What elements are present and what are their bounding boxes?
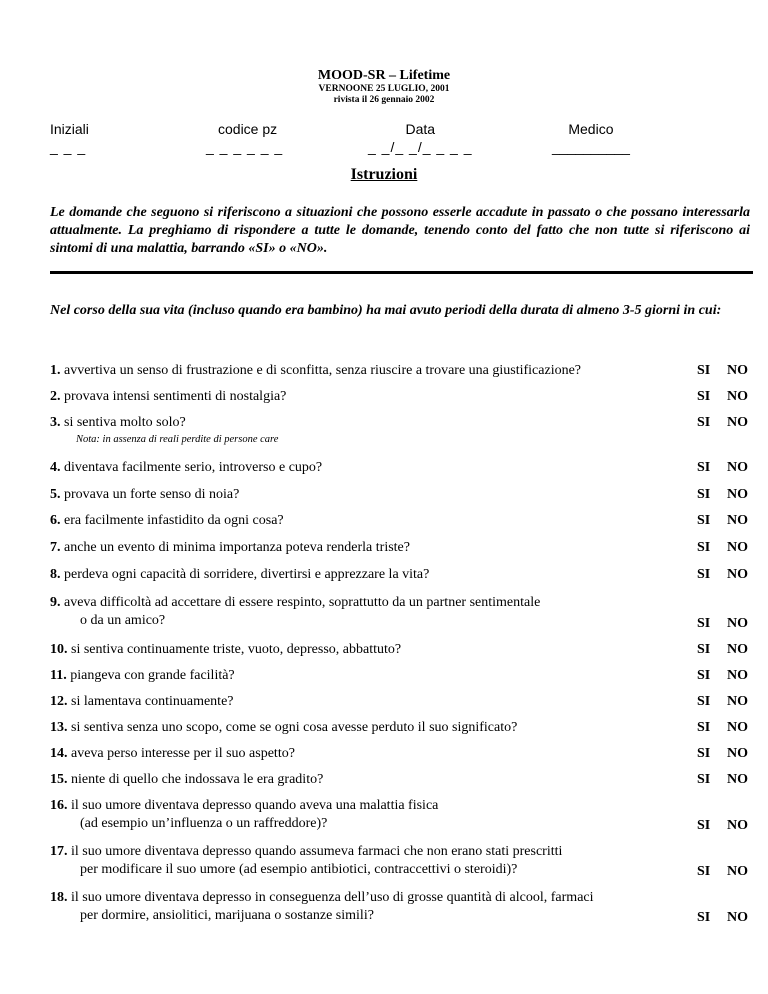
iniziali-label: Iniziali <box>50 121 89 137</box>
question-3-note: Nota: in assenza di reali perdite di persone care <box>76 434 279 445</box>
answer-no-12[interactable]: NO <box>727 694 748 709</box>
codice-field <box>206 120 283 156</box>
question-10: 10. si sentiva continuamente triste, vuoto, depresso, abbattuto? <box>50 642 402 657</box>
medico-label: Medico <box>568 121 614 137</box>
question-13: 13. si sentiva senza uno scopo, come se ogni cosa avesse perduto il suo significato? <box>50 720 518 735</box>
question-17: 17. il suo umore diventava depresso quando assumeva farmaci che non erano stati prescritti per modificare il suo umore (ad esempio antibiotici, contraccettivi o steroidi)? <box>50 844 563 877</box>
answer-no-17[interactable]: NO <box>727 864 748 879</box>
question-15: 15. niente di quello che indossava le era gradito? <box>50 772 324 787</box>
answer-si-8[interactable]: SI <box>697 567 711 582</box>
answer-no-4[interactable]: NO <box>727 460 748 475</box>
question-3: 3. si sentiva molto solo? <box>50 415 186 430</box>
answer-si-16[interactable]: SI <box>697 818 711 833</box>
answer-no-1[interactable]: NO <box>727 363 748 378</box>
question-7: 7. anche un evento di minima importanza poteva renderla triste? <box>50 540 410 555</box>
form-title: MOOD-SR – Lifetime <box>317 68 451 83</box>
answer-si-10[interactable]: SI <box>697 642 711 657</box>
question-12: 12. si lamentava continuamente? <box>50 694 234 709</box>
answer-no-14[interactable]: NO <box>727 746 748 761</box>
iniziali-field <box>50 120 89 156</box>
data-field <box>368 120 473 156</box>
answer-no-3[interactable]: NO <box>727 415 748 430</box>
answer-si-3[interactable]: SI <box>697 415 711 430</box>
question-11: 11. piangeva con grande facilità? <box>50 668 235 683</box>
question-5: 5. provava un forte senso di noia? <box>50 487 240 502</box>
answer-si-7[interactable]: SI <box>697 540 711 555</box>
answer-si-12[interactable]: SI <box>697 694 711 709</box>
divider <box>50 271 753 274</box>
medico-blank[interactable]: __________ <box>552 139 630 155</box>
answer-si-1[interactable]: SI <box>697 363 711 378</box>
question-18: 18. il suo umore diventava depresso in conseguenza dell’uso di grosse quantità di alcool, farmaci per dormire, ansiolitici, marijuana o sostanze simili? <box>50 890 594 923</box>
answer-no-2[interactable]: NO <box>727 389 748 404</box>
answer-si-11[interactable]: SI <box>697 668 711 683</box>
answer-si-14[interactable]: SI <box>697 746 711 761</box>
question-1: 1. avvertiva un senso di frustrazione e di sconfitta, senza riuscire a trovare una giustificazione? <box>50 363 582 378</box>
answer-si-13[interactable]: SI <box>697 720 711 735</box>
question-9: 9. aveva difficoltà ad accettare di essere respinto, soprattutto da un partner sentimentale o da un amico? <box>50 595 541 628</box>
answer-si-18[interactable]: SI <box>697 910 711 925</box>
answer-no-6[interactable]: NO <box>727 513 748 528</box>
answer-no-9[interactable]: NO <box>727 616 748 631</box>
question-8: 8. perdeva ogni capacità di sorridere, divertirsi e apprezzare la vita? <box>50 567 430 582</box>
instructions-title: Istruzioni <box>350 166 418 183</box>
answer-no-15[interactable]: NO <box>727 772 748 787</box>
answer-no-5[interactable]: NO <box>727 487 748 502</box>
data-label: Data <box>405 121 436 137</box>
answer-si-15[interactable]: SI <box>697 772 711 787</box>
answer-no-8[interactable]: NO <box>727 567 748 582</box>
answer-si-6[interactable]: SI <box>697 513 711 528</box>
answer-no-18[interactable]: NO <box>727 910 748 925</box>
revision-line: rivista il 26 gennaio 2002 <box>333 95 435 105</box>
answer-no-7[interactable]: NO <box>727 540 748 555</box>
question-16: 16. il suo umore diventava depresso quando aveva una malattia fisica (ad esempio un’influenza o un raffreddore)? <box>50 798 439 831</box>
data-blank[interactable]: _ _/_ _/_ _ _ _ <box>368 139 473 155</box>
question-14: 14. aveva perso interesse per il suo aspetto? <box>50 746 295 761</box>
answer-no-13[interactable]: NO <box>727 720 748 735</box>
answer-si-9[interactable]: SI <box>697 616 711 631</box>
form-header <box>0 68 768 106</box>
question-6: 6. era facilmente infastidito da ogni cosa? <box>50 513 284 528</box>
answer-si-17[interactable]: SI <box>697 864 711 879</box>
question-lead: Nel corso della sua vita (incluso quando era bambino) ha mai avuto periodi della durata di almeno 3-5 giorni in cui: <box>50 303 722 318</box>
patient-info-row <box>50 120 750 160</box>
answer-no-16[interactable]: NO <box>727 818 748 833</box>
codice-blank[interactable]: _ _ _ _ _ _ <box>206 139 284 155</box>
instructions-text: Le domande che seguono si riferiscono a situazioni che possono esserle accadute in passato o che possano interessarla attualmente. La preghiamo di rispondere a tutte le domande, tenendo conto del fatto che non tutte si riferiscono ai sintomi di una malattia, barrando «SI» o «NO». <box>50 205 750 256</box>
answer-si-5[interactable]: SI <box>697 487 711 502</box>
question-4: 4. diventava facilmente serio, introverso e cupo? <box>50 460 323 475</box>
answer-si-4[interactable]: SI <box>697 460 711 475</box>
question-2: 2. provava intensi sentimenti di nostalgia? <box>50 389 287 404</box>
iniziali-blank[interactable]: _ _ _ <box>50 139 87 155</box>
codice-label: codice pz <box>218 121 278 137</box>
medico-field <box>552 120 630 156</box>
answer-no-11[interactable]: NO <box>727 668 748 683</box>
answer-no-10[interactable]: NO <box>727 642 748 657</box>
version-line: VERNOONE 25 LUGLIO, 2001 <box>318 84 450 94</box>
answer-si-2[interactable]: SI <box>697 389 711 404</box>
